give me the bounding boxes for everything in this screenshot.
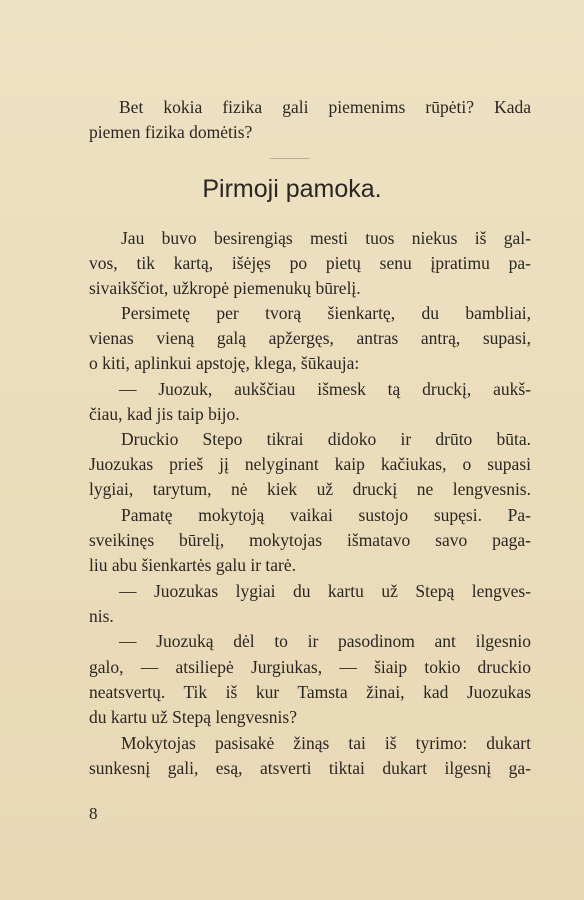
text-line: vienas vieną galą apžergęs, antras antrą, supasi, — [89, 328, 531, 348]
text-line: du kartu už Stepą lengvesnis? — [89, 707, 298, 727]
text-line: Pamatę mokytoją vaikai sustojo supęsi. Pa- — [121, 505, 531, 525]
text-line: sunkesnį gali, esą, atsverti tiktai dukart ilgesnį ga- — [89, 758, 531, 778]
text-line: Persimetę per tvorą šienkartę, du bambliai, — [121, 303, 531, 323]
text-line: sveikinęs būrelį, mokytojas išmatavo savo paga- — [89, 530, 531, 550]
intro-line: piemen fizika domėtis? — [89, 122, 253, 142]
intro-line: Bet kokia fizika gali piemenims rūpėti? Kada — [119, 97, 531, 117]
text-line: — Juozuką dėl to ir pasodinom ant ilgesnio — [119, 631, 531, 651]
text-line: lygiai, tarytum, nė kiek už druckį ne lengvesnis. — [89, 479, 531, 499]
text-line: vos, tik kartą, išėjęs po pietų senu įpratimu pa- — [89, 253, 531, 273]
text-line: — Juozuk, aukščiau išmesk tą druckį, aukš- — [119, 379, 531, 399]
text-line: sivaikščiot, užkropė piemenukų būrelį. — [89, 278, 361, 298]
text-line: nis. — [89, 606, 114, 626]
text-line: Mokytojas pasisakė žinąs tai iš tyrimo: dukart — [121, 733, 531, 753]
divider — [270, 158, 310, 159]
text-line: Juozukas prieš jį nelyginant kaip kačiukas, o supasi — [89, 454, 531, 474]
text-line: liu abu šienkartės galu ir tarė. — [89, 555, 297, 575]
chapter-title: Pirmoji pamoka. — [202, 175, 382, 203]
text-line: čiau, kad jis taip bijo. — [89, 404, 240, 424]
text-line: o kiti, aplinkui apstoję, klega, šūkauja: — [89, 353, 360, 373]
text-line: Druckio Stepo tikrai didoko ir drūto būta. — [121, 429, 531, 449]
text-line: Jau buvo besirengiąs mesti tuos niekus iš gal- — [121, 228, 531, 248]
text-line: — Juozukas lygiai du kartu už Stepą lengves- — [119, 581, 531, 601]
text-line: neatsvertų. Tik iš kur Tamsta žinai, kad Juozukas — [89, 682, 531, 702]
text-line: galo, — atsiliepė Jurgiukas, — šiaip tokio druckio — [89, 657, 531, 677]
page-number: 8 — [89, 804, 98, 823]
